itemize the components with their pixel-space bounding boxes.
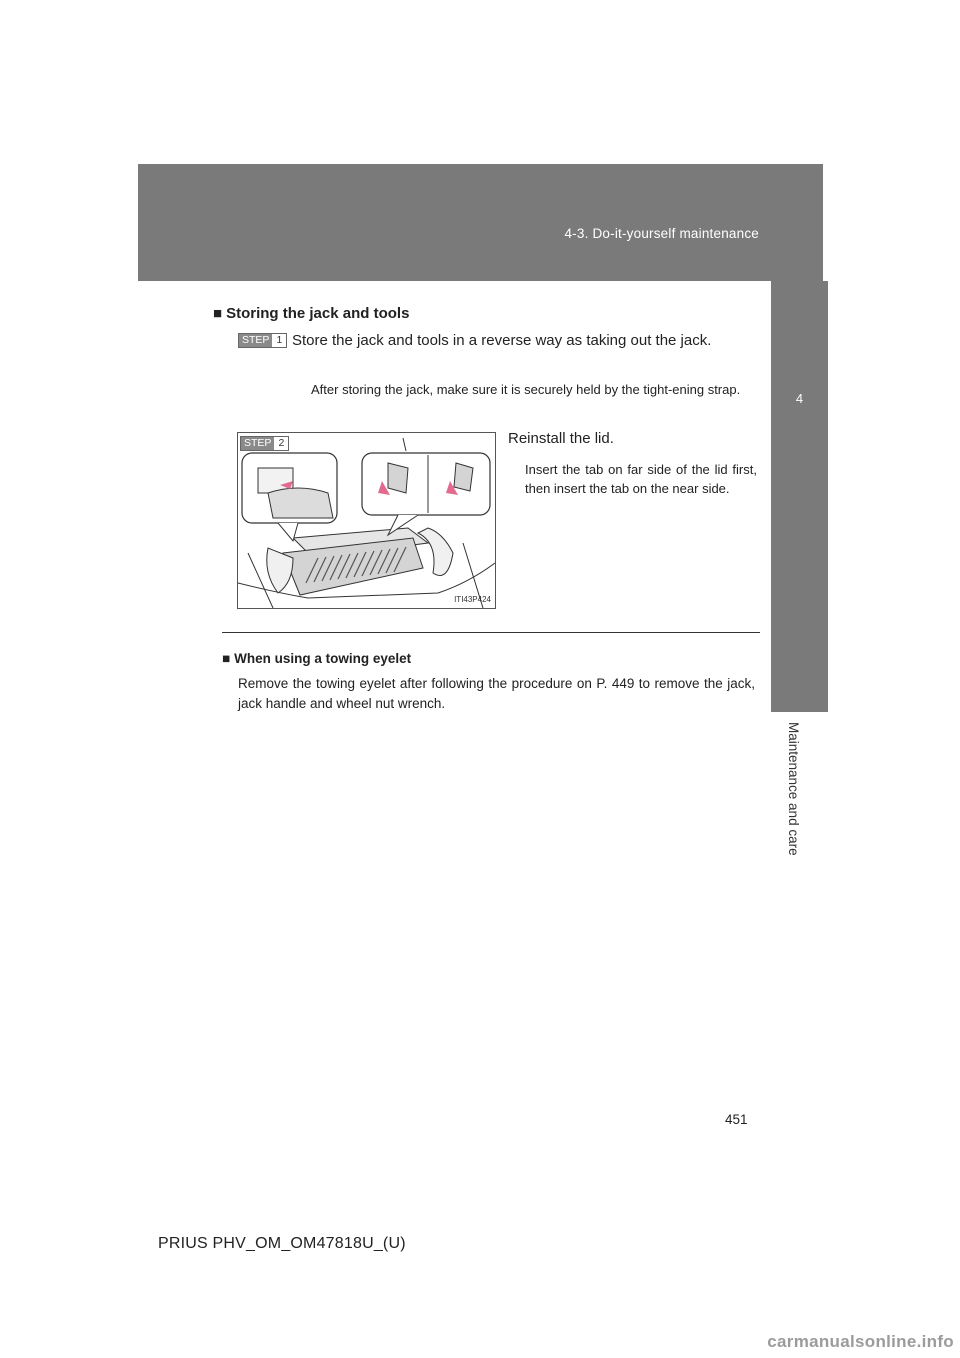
step-2-note: Insert the tab on far side of the lid first, then insert the tab on the near side.: [525, 462, 757, 496]
chapter-tab: [771, 281, 828, 712]
note-bullet: ■: [222, 651, 231, 666]
step-2-badge-label: STEP: [241, 437, 274, 450]
step-1-note: After storing the jack, make sure it is securely held by the tight-ening strap.: [311, 382, 741, 397]
subheading-text: Storing the jack and tools: [226, 305, 410, 322]
watermark[interactable]: carmanualsonline.info: [767, 1332, 954, 1351]
footer-code: PRIUS PHV_OM_OM47818U_(U): [158, 1235, 406, 1252]
section-title: 4-3. Do-it-yourself maintenance: [564, 226, 759, 241]
step-1-badge: [238, 333, 287, 348]
note-heading: [222, 651, 411, 666]
step-1-badge-number: 1: [276, 334, 283, 346]
chapter-title: Maintenance and care: [786, 722, 801, 856]
section-divider: [222, 632, 760, 633]
figure-code: ITI43P424: [454, 595, 491, 604]
lid-drawing: [238, 433, 495, 608]
step-2-badge: [240, 436, 289, 451]
step-2-badge-number: 2: [278, 437, 285, 449]
note-heading-text: When using a towing eyelet: [234, 651, 412, 666]
step-1-badge-label: STEP: [239, 334, 272, 347]
chapter-number: 4: [795, 391, 804, 406]
page-number: 451: [725, 1112, 748, 1127]
subheading-bullet: ■: [213, 305, 223, 322]
subheading: [213, 305, 409, 322]
note-text: Remove the towing eyelet after following the procedure on P. 449 to remove the jack, jack handle and wheel nut wrench.: [238, 676, 755, 711]
lid-illustration: [237, 432, 496, 609]
step-1-text: Store the jack and tools in a reverse way as taking out the jack.: [292, 332, 712, 349]
step-2-text: Reinstall the lid.: [508, 430, 614, 447]
chapter-side: [771, 712, 828, 882]
header-band: [138, 164, 823, 281]
